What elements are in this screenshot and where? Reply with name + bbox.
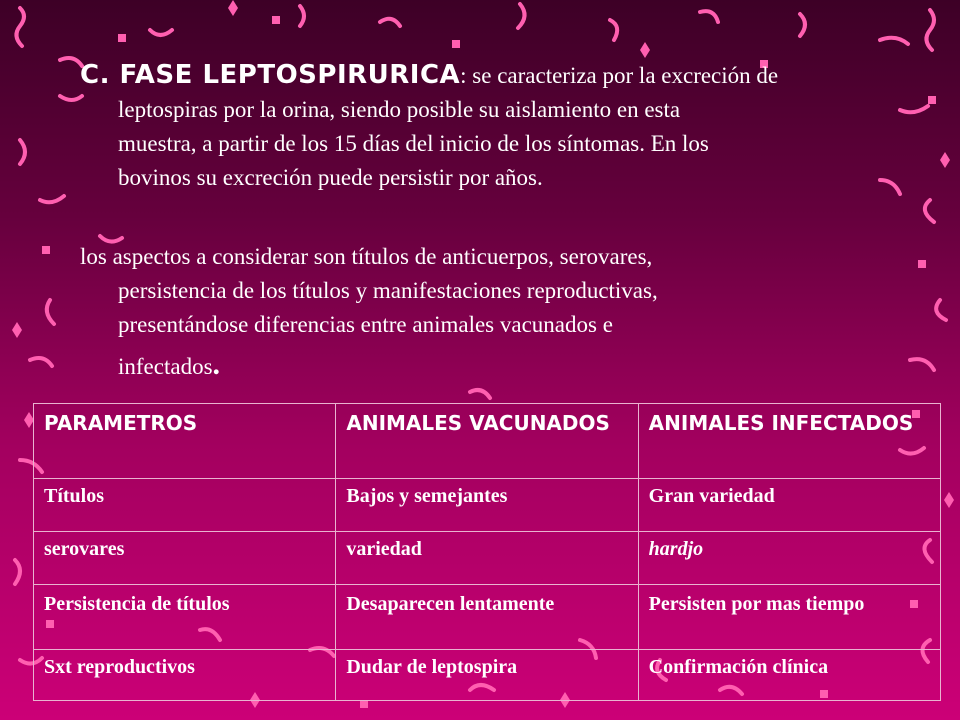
table-cell: Persistencia de títulos [34, 585, 336, 650]
paragraph-text: leptospiras por la orina, siendo posible su aislamiento en esta [118, 97, 681, 122]
paragraph-text: infectados [118, 354, 213, 379]
paragraph-text: persistencia de los títulos y manifestaciones reproductivas, [118, 278, 658, 303]
paragraph-text: presentándose diferencias entre animales vacunados e [118, 312, 613, 337]
table-cell: Persisten por mas tiempo [638, 585, 940, 650]
table-cell: Bajos y semejantes [336, 479, 638, 532]
table-cell: Confirmación clínica [638, 650, 940, 701]
table-row [34, 532, 941, 585]
paragraph-text: los aspectos a considerar son títulos de anticuerpos, serovares, [80, 244, 653, 269]
paragraph-text: : se caracteriza por la excreción de [460, 63, 779, 88]
table-cell: variedad [336, 532, 638, 585]
column-header: ANIMALES VACUNADOS [336, 404, 638, 479]
table-cell: Dudar de leptospira [336, 650, 638, 701]
table-row [34, 585, 941, 650]
table-cell: Desaparecen lentamente [336, 585, 638, 650]
table-row [34, 479, 941, 532]
table-header-row [34, 404, 941, 479]
paragraph-text: bovinos su excreción puede persistir por años. [118, 165, 543, 190]
phase-heading: C. FASE LEPTOSPIRURICA [80, 60, 461, 90]
paragraph-aspects [80, 240, 910, 384]
table-cell: serovares [34, 532, 336, 585]
table-cell: hardjo [638, 532, 940, 585]
paragraph-leptospirurica [80, 58, 910, 195]
parameters-table [33, 403, 941, 701]
table-cell: Títulos [34, 479, 336, 532]
table-row [34, 650, 941, 701]
table-cell: Gran variedad [638, 479, 940, 532]
column-header: PARAMETROS [34, 404, 336, 479]
paragraph-end-dot: . [212, 348, 221, 381]
column-header: ANIMALES INFECTADOS [638, 404, 940, 479]
paragraph-text: muestra, a partir de los 15 días del inicio de los síntomas. En los [118, 131, 709, 156]
table-cell: Sxt reproductivos [34, 650, 336, 701]
